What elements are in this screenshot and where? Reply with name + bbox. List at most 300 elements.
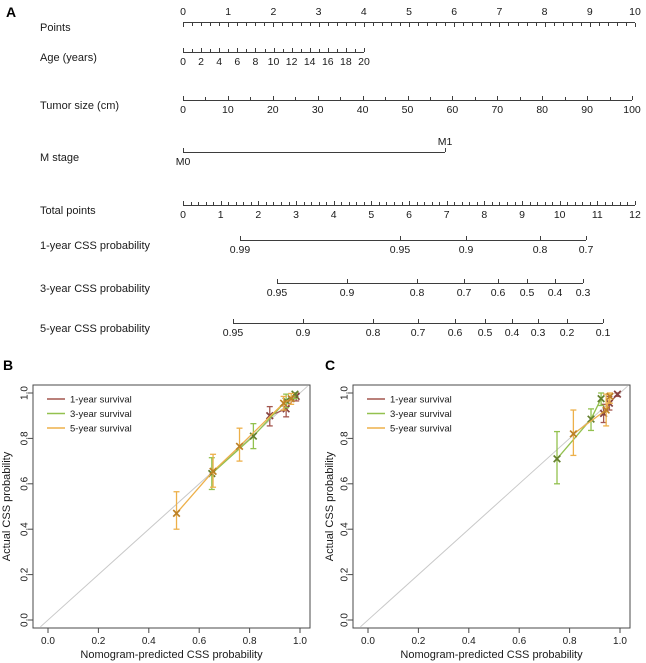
nomogram-tick-label: 40 — [356, 104, 369, 116]
nomogram-major-tick — [373, 319, 374, 323]
nomogram-major-tick — [183, 201, 184, 205]
nomogram-major-tick — [228, 23, 229, 27]
nomogram-tick-label: 9 — [586, 6, 593, 18]
nomogram-minor-tick — [337, 49, 338, 52]
y-axis-title: Actual CSS probability — [324, 451, 336, 562]
nomogram-tick-label: 8 — [481, 209, 488, 221]
nomogram-tick-label: 16 — [321, 56, 334, 68]
nomogram-minor-tick — [289, 202, 290, 205]
y-tick-label: 0.2 — [19, 567, 31, 582]
nomogram-minor-tick — [627, 202, 628, 205]
nomogram-axis-css-3-year — [277, 283, 583, 284]
nomogram-major-tick — [455, 319, 456, 323]
nomogram-tick-label: 20 — [266, 104, 279, 116]
nomogram-major-tick — [363, 96, 364, 100]
x-tick-label: 0.2 — [411, 636, 426, 647]
nomogram-minor-tick — [432, 202, 433, 205]
nomogram-tick-label: 0.95 — [266, 287, 288, 299]
nomogram-minor-tick — [530, 202, 531, 205]
x-tick-label: 0.6 — [512, 636, 527, 647]
nomogram-minor-tick — [385, 97, 386, 100]
nomogram-axis-css-1-year — [240, 240, 586, 241]
nomogram-minor-tick — [430, 97, 431, 100]
nomogram-major-tick — [452, 96, 453, 100]
nomogram-minor-tick — [469, 202, 470, 205]
nomogram-tick-label: 6 — [234, 56, 241, 68]
nomogram-minor-tick — [205, 97, 206, 100]
nomogram-minor-tick — [192, 49, 193, 52]
nomogram-tick-label: 70 — [491, 104, 504, 116]
nomogram-minor-tick — [536, 23, 537, 26]
nomogram-minor-tick — [246, 23, 247, 26]
nomogram-tick-label: 2 — [255, 209, 262, 221]
nomogram-minor-tick — [356, 202, 357, 205]
nomogram-minor-tick — [481, 23, 482, 26]
x-tick-label: 1.0 — [293, 636, 307, 647]
nomogram-major-tick — [233, 319, 234, 323]
nomogram-tick-label: 14 — [303, 56, 316, 68]
nomogram-axis-css-5-year — [233, 323, 603, 324]
nomogram-major-tick — [255, 48, 256, 52]
nomogram-minor-tick — [418, 23, 419, 26]
nomogram-tick-label: 8 — [252, 56, 259, 68]
nomogram-minor-tick — [326, 202, 327, 205]
nomogram-minor-tick — [581, 23, 582, 26]
nomogram-minor-tick — [292, 23, 293, 26]
nomogram-major-tick — [303, 319, 304, 323]
nomogram-minor-tick — [228, 49, 229, 52]
reference-diagonal — [40, 386, 307, 627]
nomogram-minor-tick — [477, 202, 478, 205]
nomogram-minor-tick — [386, 202, 387, 205]
nomogram-major-tick — [445, 148, 446, 152]
nomogram-minor-tick — [572, 23, 573, 26]
nomogram-tick-label: 0.99 — [229, 244, 251, 256]
nomogram-minor-tick — [402, 202, 403, 205]
calibration-plot-c — [323, 360, 646, 663]
nomogram-minor-tick — [283, 49, 284, 52]
nomogram-row-label-css-5-year: 5-year CSS probability — [40, 323, 151, 335]
nomogram-minor-tick — [391, 23, 392, 26]
nomogram-tick-label: 0.95 — [222, 327, 244, 339]
nomogram-major-tick — [538, 319, 539, 323]
y-tick-label: 1.0 — [19, 386, 31, 400]
nomogram-minor-tick — [228, 202, 229, 205]
nomogram-axis-age — [183, 52, 364, 53]
nomogram-major-tick — [328, 48, 329, 52]
nomogram-minor-tick — [626, 23, 627, 26]
nomogram-major-tick — [364, 48, 365, 52]
nomogram-minor-tick — [237, 23, 238, 26]
nomogram-row-label-css-3-year: 3-year CSS probability — [40, 283, 151, 295]
nomogram-minor-tick — [355, 49, 356, 52]
nomogram-major-tick — [221, 201, 222, 205]
nomogram-major-tick — [273, 96, 274, 100]
nomogram-major-tick — [560, 201, 561, 205]
nomogram-major-tick — [484, 201, 485, 205]
nomogram-major-tick — [371, 201, 372, 205]
nomogram-minor-tick — [282, 23, 283, 26]
nomogram-major-tick — [346, 48, 347, 52]
nomogram-minor-tick — [507, 202, 508, 205]
nomogram-minor-tick — [599, 23, 600, 26]
nomogram-tick-label: 0.95 — [389, 244, 411, 256]
nomogram-tick-label: 80 — [536, 104, 549, 116]
nomogram-minor-tick — [281, 202, 282, 205]
nomogram-tick-label: 4 — [216, 56, 223, 68]
nomogram-major-tick — [497, 96, 498, 100]
nomogram-major-tick — [310, 48, 311, 52]
calibration-plot-b — [0, 360, 323, 663]
nomogram-tick-label: 6 — [406, 209, 412, 221]
nomogram-minor-tick — [612, 202, 613, 205]
x-tick-label: 0.8 — [562, 636, 577, 647]
nomogram-minor-tick — [463, 23, 464, 26]
nomogram-minor-tick — [552, 202, 553, 205]
nomogram-major-tick — [409, 23, 410, 27]
nomogram-major-tick — [454, 23, 455, 27]
nomogram-row-label-total-points: Total points — [40, 205, 96, 217]
x-tick-label: 1.0 — [613, 636, 627, 647]
nomogram-minor-tick — [301, 49, 302, 52]
nomogram-tick-label: 12 — [285, 56, 298, 68]
nomogram-minor-tick — [424, 202, 425, 205]
nomogram-major-tick — [364, 23, 365, 27]
nomogram-tick-label: 9 — [519, 209, 525, 221]
y-tick-label: 0.0 — [339, 613, 351, 627]
nomogram-minor-tick — [251, 202, 252, 205]
nomogram-minor-tick — [394, 202, 395, 205]
nomogram-minor-tick — [520, 97, 521, 100]
nomogram-tick-label: 3 — [315, 6, 322, 18]
nomogram-tick-label: 0.8 — [365, 327, 381, 339]
nomogram-minor-tick — [527, 23, 528, 26]
y-tick-label: 0.4 — [19, 522, 31, 537]
nomogram-major-tick — [499, 23, 500, 27]
nomogram-minor-tick — [379, 202, 380, 205]
nomogram-major-tick — [635, 23, 636, 27]
nomogram-minor-tick — [515, 202, 516, 205]
nomogram-tick-label: 4 — [360, 6, 367, 18]
nomogram-tick-label: 0.5 — [477, 327, 493, 339]
nomogram-axis-m-stage — [183, 152, 445, 153]
nomogram-major-tick — [466, 236, 467, 240]
nomogram-tick-label: 0.2 — [559, 327, 575, 339]
nomogram-major-tick — [273, 23, 274, 27]
nomogram-minor-tick — [490, 23, 491, 26]
nomogram-minor-tick — [213, 202, 214, 205]
x-tick-label: 0.6 — [192, 636, 207, 647]
nomogram-minor-tick — [617, 23, 618, 26]
nomogram-minor-tick — [210, 49, 211, 52]
nomogram-tick-label: 0.6 — [447, 327, 463, 339]
nomogram-minor-tick — [304, 202, 305, 205]
nomogram-major-tick — [318, 96, 319, 100]
nomogram-minor-tick — [475, 97, 476, 100]
nomogram-tick-label: 12 — [629, 209, 641, 221]
nomogram-minor-tick — [554, 23, 555, 26]
x-tick-label: 0.4 — [461, 636, 476, 647]
nomogram-minor-tick — [508, 23, 509, 26]
nomogram-major-tick — [296, 201, 297, 205]
nomogram-minor-tick — [349, 202, 350, 205]
nomogram-tick-label: 100 — [623, 104, 641, 116]
nomogram-minor-tick — [337, 23, 338, 26]
nomogram-minor-tick — [590, 202, 591, 205]
nomogram-minor-tick — [219, 23, 220, 26]
nomogram-tick-label: M0 — [175, 156, 191, 168]
nomogram-major-tick — [522, 201, 523, 205]
nomogram-minor-tick — [206, 202, 207, 205]
y-axis-title: Actual CSS probability — [1, 451, 13, 562]
nomogram-minor-tick — [537, 202, 538, 205]
x-tick-label: 0.4 — [141, 636, 156, 647]
nomogram-minor-tick — [191, 202, 192, 205]
nomogram-major-tick — [183, 148, 184, 152]
nomogram-tick-label: 0.7 — [410, 327, 426, 339]
nomogram-minor-tick — [492, 202, 493, 205]
nomogram-tick-label: 18 — [340, 56, 352, 68]
x-tick-label: 0.2 — [91, 636, 106, 647]
x-axis-title: Nomogram-predicted CSS probability — [80, 649, 263, 661]
x-tick-label: 0.0 — [361, 636, 375, 647]
nomogram-minor-tick — [198, 202, 199, 205]
nomogram-tick-label: 0.4 — [504, 327, 520, 339]
nomogram-tick-label: 20 — [358, 56, 370, 68]
nomogram-row-label-tumor-size: Tumor size (cm) — [40, 100, 120, 112]
nomogram-major-tick — [540, 236, 541, 240]
nomogram-major-tick — [219, 48, 220, 52]
legend-label: 1-year survival — [390, 394, 452, 406]
nomogram-major-tick — [334, 201, 335, 205]
nomogram-major-tick — [555, 279, 556, 283]
panel-b-letter: B — [3, 357, 14, 373]
legend-label: 1-year survival — [70, 394, 132, 406]
nomogram-row-label-points: Points — [40, 22, 71, 34]
nomogram-minor-tick — [610, 97, 611, 100]
nomogram-major-tick — [527, 279, 528, 283]
nomogram-tick-label: 1 — [217, 209, 224, 221]
nomogram-tick-label: 0.9 — [458, 244, 474, 256]
nomogram-tick-label: 0 — [180, 104, 186, 116]
nomogram-minor-tick — [499, 202, 500, 205]
nomogram-minor-tick — [417, 202, 418, 205]
nomogram-minor-tick — [355, 23, 356, 26]
nomogram-minor-tick — [295, 97, 296, 100]
nomogram-minor-tick — [201, 23, 202, 26]
nomogram-minor-tick — [605, 202, 606, 205]
nomogram-minor-tick — [563, 23, 564, 26]
nomogram-axis-tumor-size — [183, 100, 632, 101]
nomogram-tick-label: 10 — [629, 6, 641, 18]
nomogram-minor-tick — [518, 23, 519, 26]
legend-label: 3-year survival — [70, 408, 132, 420]
nomogram-minor-tick — [445, 23, 446, 26]
nomogram-major-tick — [417, 279, 418, 283]
nomogram-minor-tick — [472, 23, 473, 26]
nomogram-minor-tick — [436, 23, 437, 26]
nomogram-major-tick — [292, 48, 293, 52]
y-tick-label: 1.0 — [339, 386, 351, 400]
nomogram-minor-tick — [319, 49, 320, 52]
nomogram-minor-tick — [462, 202, 463, 205]
nomogram-tick-label: 0 — [180, 56, 186, 68]
nomogram-tick-label: 6 — [451, 6, 458, 18]
nomogram-tick-label: 0 — [180, 209, 186, 221]
nomogram-major-tick — [498, 279, 499, 283]
nomogram-major-tick — [635, 201, 636, 205]
nomogram-major-tick — [228, 96, 229, 100]
nomogram-major-tick — [347, 279, 348, 283]
nomogram-major-tick — [258, 201, 259, 205]
nomogram-tick-label: 0.3 — [530, 327, 546, 339]
nomogram-minor-tick — [400, 23, 401, 26]
y-tick-label: 0.6 — [339, 476, 351, 491]
nomogram-minor-tick — [319, 202, 320, 205]
nomogram-tick-label: 0.3 — [575, 287, 591, 299]
nomogram-major-tick — [590, 23, 591, 27]
nomogram-major-tick — [542, 96, 543, 100]
nomogram-minor-tick — [273, 202, 274, 205]
nomogram-major-tick — [319, 23, 320, 27]
x-tick-label: 0.0 — [41, 636, 55, 647]
nomogram-tick-label: 60 — [446, 104, 459, 116]
nomogram-tick-label: 0.6 — [490, 287, 506, 299]
nomogram-major-tick — [603, 319, 604, 323]
y-tick-label: 0.4 — [339, 522, 351, 537]
nomogram-tick-label: 0.8 — [409, 287, 425, 299]
nomogram-minor-tick — [545, 202, 546, 205]
nomogram-minor-tick — [373, 23, 374, 26]
nomogram-minor-tick — [192, 23, 193, 26]
nomogram-tick-label: 0.9 — [339, 287, 355, 299]
nomogram-tick-label: 0.4 — [547, 287, 563, 299]
nomogram-minor-tick — [567, 202, 568, 205]
nomogram-major-tick — [447, 201, 448, 205]
nomogram-axis-total-points — [183, 205, 635, 206]
panel-a-letter: A — [6, 4, 17, 20]
series-line — [557, 399, 601, 459]
series-3-year-survival — [554, 393, 605, 484]
nomogram-minor-tick — [341, 202, 342, 205]
legend-label: 3-year survival — [390, 408, 452, 420]
nomogram-tick-label: 2 — [198, 56, 205, 68]
legend-label: 5-year survival — [390, 423, 452, 435]
y-tick-label: 0.8 — [339, 431, 351, 446]
nomogram-tick-label: 11 — [591, 209, 603, 221]
nomogram-tick-label: 0.8 — [532, 244, 548, 256]
y-tick-label: 0.2 — [339, 567, 351, 582]
nomogram-minor-tick — [255, 23, 256, 26]
nomogram-tick-label: 0.7 — [578, 244, 594, 256]
nomogram-major-tick — [408, 96, 409, 100]
nomogram-major-tick — [632, 96, 633, 100]
nomogram-major-tick — [464, 279, 465, 283]
nomogram-major-tick — [597, 201, 598, 205]
nomogram-minor-tick — [340, 97, 341, 100]
nomogram-minor-tick — [266, 202, 267, 205]
nomogram-major-tick — [545, 23, 546, 27]
nomogram-minor-tick — [250, 97, 251, 100]
nomogram-tick-label: 7 — [496, 6, 503, 18]
nomogram-major-tick — [567, 319, 568, 323]
nomogram-tick-label: 0 — [180, 6, 186, 18]
series-3-year-survival — [209, 391, 299, 490]
nomogram-tick-label: 8 — [541, 6, 548, 18]
nomogram-minor-tick — [454, 202, 455, 205]
nomogram-minor-tick — [310, 23, 311, 26]
nomogram-minor-tick — [382, 23, 383, 26]
nomogram-minor-tick — [328, 23, 329, 26]
nomogram-minor-tick — [427, 23, 428, 26]
nomogram-major-tick — [418, 319, 419, 323]
nomogram-major-tick — [583, 279, 584, 283]
nomogram-major-tick — [201, 48, 202, 52]
panel-c-letter: C — [325, 357, 336, 373]
nomogram-tick-label: 90 — [581, 104, 593, 116]
y-tick-label: 0.0 — [19, 613, 31, 627]
nomogram-minor-tick — [620, 202, 621, 205]
nomogram-minor-tick — [608, 23, 609, 26]
nomogram-minor-tick — [264, 23, 265, 26]
nomogram-major-tick — [183, 23, 184, 27]
nomogram-minor-tick — [582, 202, 583, 205]
nomogram-minor-tick — [311, 202, 312, 205]
nomogram-tick-label: 10 — [222, 104, 234, 116]
nomogram-tick-label: 0.1 — [595, 327, 611, 339]
nomogram-tick-label: 10 — [267, 56, 280, 68]
y-tick-label: 0.8 — [19, 431, 31, 446]
nomogram-tick-label: 0.7 — [456, 287, 472, 299]
nomogram-tick-label: 5 — [406, 6, 412, 18]
nomogram-major-tick — [587, 96, 588, 100]
nomogram-minor-tick — [265, 49, 266, 52]
nomogram-tick-label: 3 — [293, 209, 299, 221]
nomogram-tick-label: 7 — [443, 209, 450, 221]
nomogram-major-tick — [240, 236, 241, 240]
nomogram-minor-tick — [565, 97, 566, 100]
nomogram-minor-tick — [575, 202, 576, 205]
nomogram-tick-label: 10 — [553, 209, 566, 221]
nomogram-minor-tick — [246, 49, 247, 52]
nomogram-major-tick — [485, 319, 486, 323]
nomogram-row-label-age: Age (years) — [40, 52, 97, 64]
nomogram-major-tick — [183, 48, 184, 52]
x-tick-label: 0.8 — [242, 636, 257, 647]
nomogram-minor-tick — [236, 202, 237, 205]
nomogram-minor-tick — [301, 23, 302, 26]
nomogram-major-tick — [409, 201, 410, 205]
nomogram-minor-tick — [243, 202, 244, 205]
y-tick-label: 0.6 — [19, 476, 31, 491]
nomogram-major-tick — [237, 48, 238, 52]
nomogram-minor-tick — [210, 23, 211, 26]
nomogram-major-tick — [277, 279, 278, 283]
nomogram-minor-tick — [439, 202, 440, 205]
nomogram-tick-label: 0.9 — [295, 327, 311, 339]
nomogram-row-label-css-1-year: 1-year CSS probability — [40, 240, 151, 252]
nomogram-major-tick — [274, 48, 275, 52]
nomogram-major-tick — [512, 319, 513, 323]
nomogram-tick-label: 50 — [401, 104, 414, 116]
nomogram-tick-label: 5 — [368, 209, 375, 221]
nomogram-row-label-m-stage: M stage — [40, 152, 80, 164]
nomogram-major-tick — [586, 236, 587, 240]
x-axis-title: Nomogram-predicted CSS probability — [400, 649, 583, 661]
nomogram-minor-tick — [346, 23, 347, 26]
legend-label: 5-year survival — [70, 423, 132, 435]
nomogram-tick-label: 4 — [330, 209, 337, 221]
